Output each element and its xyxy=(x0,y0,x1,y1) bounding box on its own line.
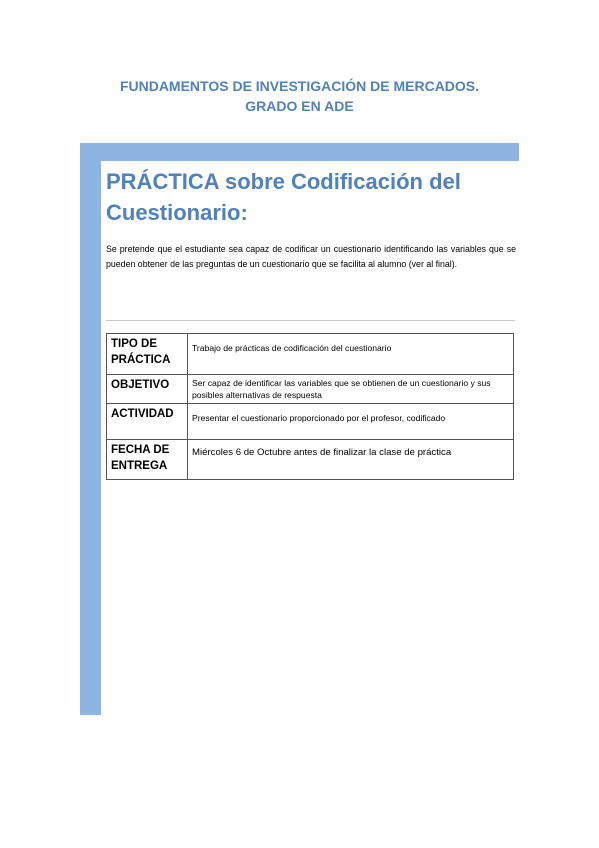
course-header xyxy=(0,76,599,116)
row-label-fecha xyxy=(107,440,188,480)
label-line: ENTREGA xyxy=(111,460,168,472)
row-value-fecha: Miércoles 6 de Octubre antes de finalizar la clase de práctica xyxy=(188,440,514,480)
course-title: FUNDAMENTOS DE INVESTIGACIÓN DE MERCADOS. xyxy=(119,78,480,94)
document-title xyxy=(106,166,516,228)
table-row-objetivo xyxy=(107,375,514,404)
label-line: PRÁCTICA xyxy=(111,354,171,366)
table-row-tipo xyxy=(107,334,514,375)
row-label-objetivo xyxy=(107,375,188,404)
section-divider xyxy=(106,320,515,321)
intro-paragraph: Se pretende que el estudiante sea capaz de codificar un cuestionario identificando las variables que se pueden obtener de las preguntas de un cuestionario que se facilita al alumno (ver al final). xyxy=(106,244,516,269)
label-line: OBJETIVO xyxy=(111,379,170,391)
accent-side-bar xyxy=(80,143,101,715)
title-line-1: PRÁCTICA sobre Codificación del xyxy=(106,169,461,194)
table-row-actividad xyxy=(107,404,514,440)
practice-info-table xyxy=(106,333,514,480)
row-value-objetivo: Ser capaz de identificar las variables que se obtienen de un cuestionario y sus posibles alternativas de respuesta xyxy=(188,375,514,404)
row-label-actividad xyxy=(107,404,188,440)
label-line: ACTIVIDAD xyxy=(111,408,174,420)
accent-top-bar xyxy=(80,143,519,161)
title-line-2: Cuestionario: xyxy=(106,200,248,225)
label-line: FECHA DE xyxy=(111,444,170,456)
row-label-tipo xyxy=(107,334,188,375)
row-value-actividad: Presentar el cuestionario proporcionado por el profesor, codificado xyxy=(188,404,514,440)
label-line: TIPO DE xyxy=(111,338,158,350)
degree-title: GRADO EN ADE xyxy=(245,98,354,114)
table-row-fecha xyxy=(107,440,514,480)
row-value-tipo: Trabajo de prácticas de codificación del cuestionario xyxy=(188,334,514,375)
